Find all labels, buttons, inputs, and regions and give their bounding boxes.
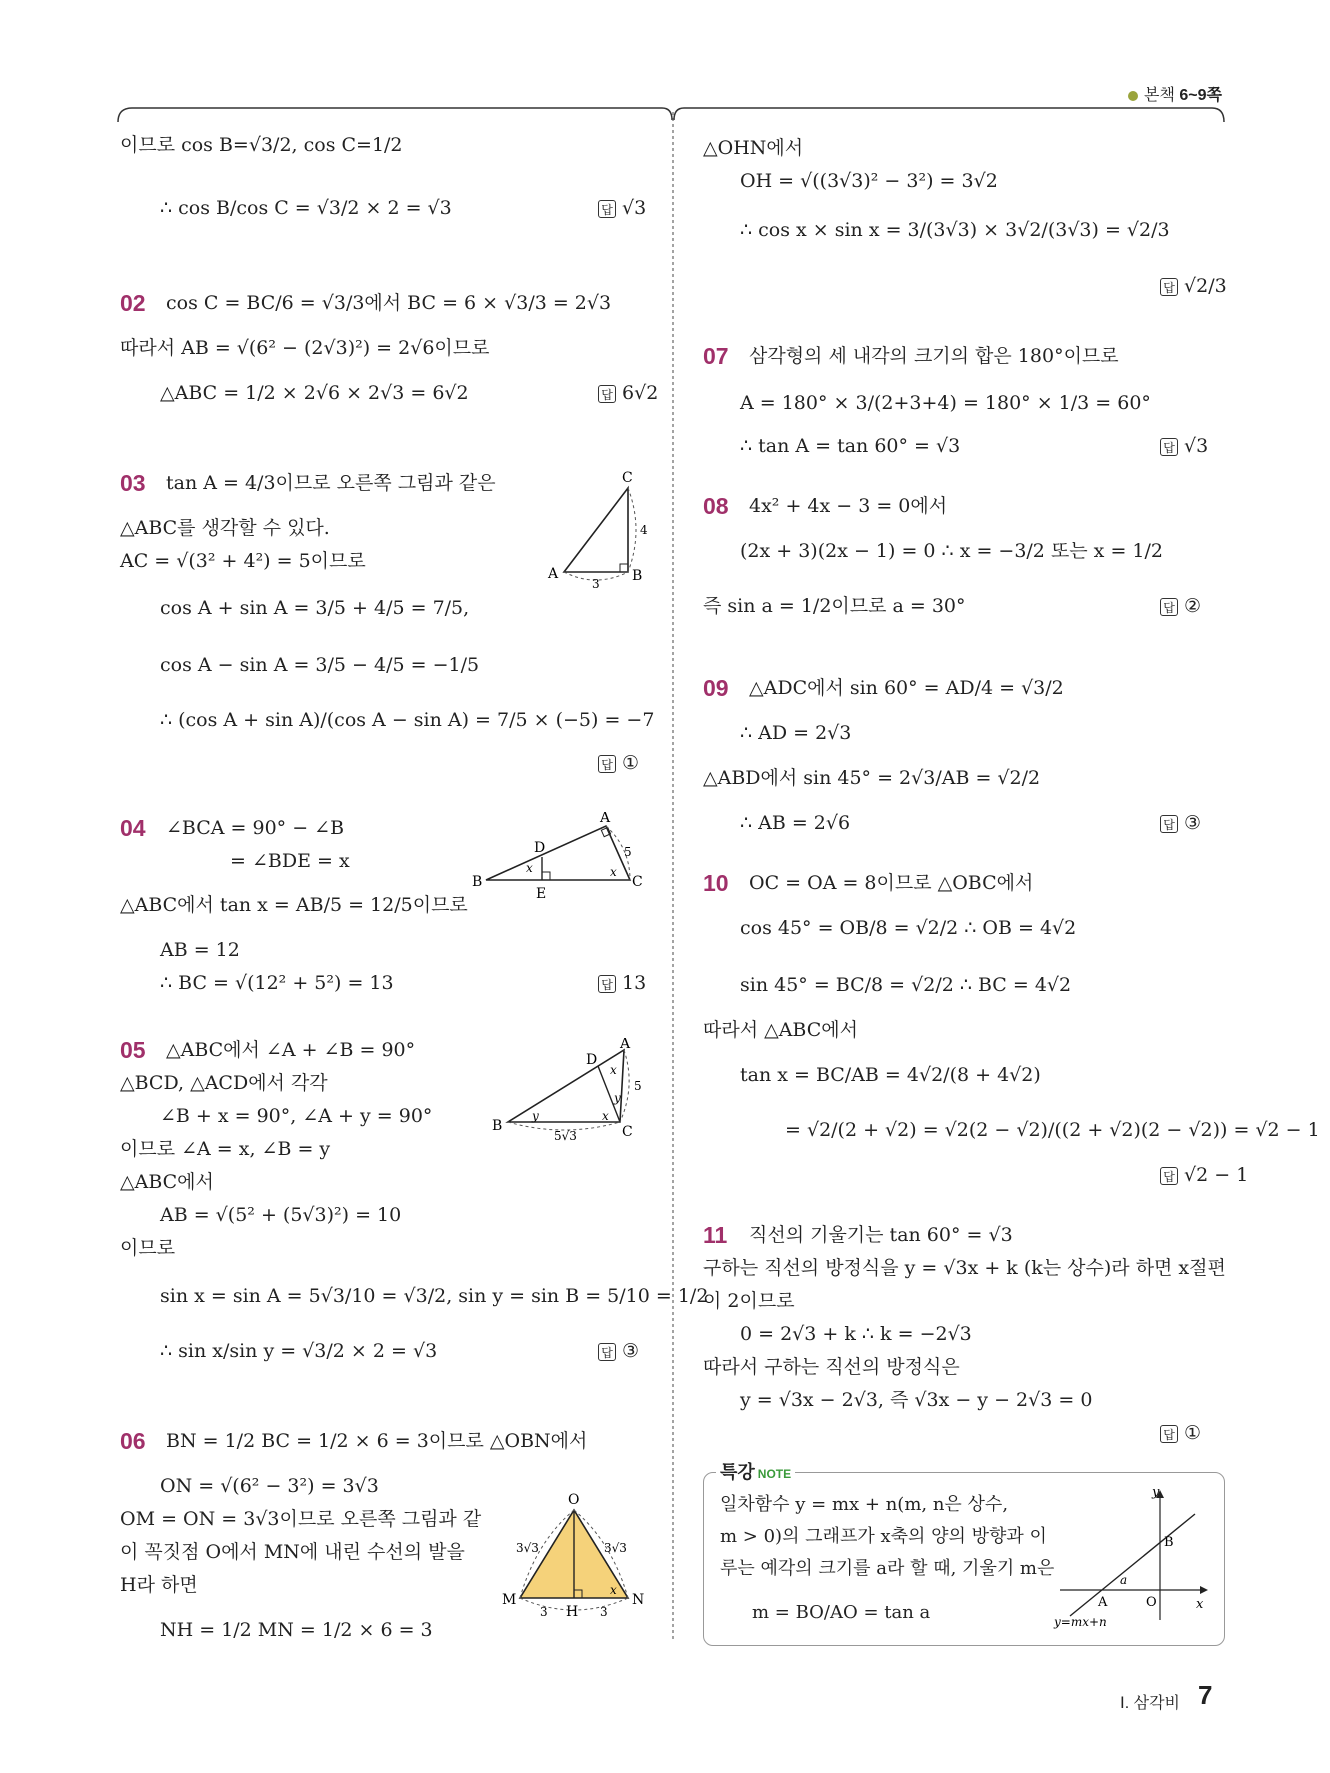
label-c: C bbox=[622, 470, 633, 486]
problem-number: 02 bbox=[120, 290, 146, 316]
seg-2: 3 bbox=[600, 1605, 608, 1619]
solution-line: cos 45° = OB/8 = √2/2 ∴ OB = 4√2 bbox=[740, 917, 1077, 939]
label-c: C bbox=[622, 1124, 633, 1140]
problem-number: 10 bbox=[703, 870, 729, 896]
answer-icon: 답 bbox=[1160, 438, 1178, 456]
solution-line: △OHN에서 bbox=[703, 137, 804, 159]
note-line-1: 일차함수 y = mx + n(m, n은 상수, bbox=[720, 1494, 1009, 1515]
solution-line: ∴ cos B/cos C = √3/2 × 2 = √3 bbox=[160, 197, 452, 219]
solution-line: OH = √((3√3)² − 3²) = 3√2 bbox=[740, 170, 998, 192]
angle-x1: x bbox=[526, 861, 533, 875]
answer-value: √2 − 1 bbox=[1184, 1164, 1249, 1186]
point-b: B bbox=[1164, 1535, 1174, 1550]
solution-line: = ∠BDE = x bbox=[230, 850, 350, 872]
answer-icon: 답 bbox=[598, 975, 616, 993]
note-tag: 특강 NOTE bbox=[716, 1458, 795, 1484]
answer-value: 13 bbox=[622, 972, 647, 994]
answer-icon: 답 bbox=[598, 755, 616, 773]
angle-x: x bbox=[610, 1583, 617, 1597]
figure-triangle-05 bbox=[490, 1038, 650, 1148]
solution-line: 직선의 기울기는 tan 60° = √3 bbox=[749, 1224, 1013, 1246]
solution-line: 삼각형의 세 내각의 크기의 합은 180°이므로 bbox=[749, 345, 1119, 367]
problem-number: 05 bbox=[120, 1037, 146, 1063]
label-b: B bbox=[492, 1118, 503, 1134]
solution-line: △ABC에서 ∠A + ∠B = 90° bbox=[166, 1039, 416, 1061]
answer-icon: 답 bbox=[1160, 1167, 1178, 1185]
label-a: A bbox=[620, 1038, 631, 1052]
angle-a: a bbox=[1120, 1573, 1128, 1587]
note-line-2: m > 0)의 그래프가 x축의 양의 방향과 이 bbox=[720, 1526, 1047, 1547]
answer-value: √2/3 bbox=[1184, 275, 1227, 297]
seg-1: 3 bbox=[540, 1605, 548, 1619]
solution-line: OM = ON = 3√3이므로 오른쪽 그림과 같 bbox=[120, 1508, 482, 1530]
answer-icon: 답 bbox=[598, 1343, 616, 1361]
answer-mark bbox=[598, 380, 658, 406]
solution-line: △ABD에서 sin 45° = 2√3/AB = √2/2 bbox=[703, 767, 1041, 789]
solution-line: cos A − sin A = 3/5 − 4/5 = −1/5 bbox=[160, 654, 480, 676]
problem-number: 06 bbox=[120, 1428, 146, 1454]
side-label: 5 bbox=[624, 845, 632, 859]
solution-line: (2x + 3)(2x − 1) = 0 ∴ x = −3/2 또는 x = 1/2 bbox=[740, 540, 1163, 562]
solution-line: ∴ AD = 2√3 bbox=[740, 722, 852, 744]
solution-line: △ABC = 1/2 × 2√6 × 2√3 = 6√2 bbox=[160, 382, 469, 404]
answer-mark bbox=[1160, 273, 1227, 299]
reference-pages: 6~9쪽 bbox=[1179, 87, 1222, 104]
label-n: N bbox=[632, 1592, 645, 1608]
solution-line: AC = √(3² + 4²) = 5이므로 bbox=[120, 550, 366, 572]
solution-line: 이므로 ∠A = x, ∠B = y bbox=[120, 1138, 331, 1160]
solution-line: H라 하면 bbox=[120, 1574, 198, 1596]
solution-line: ∴ tan A = tan 60° = √3 bbox=[740, 435, 961, 457]
solution-line: △BCD, △ACD에서 각각 bbox=[120, 1072, 328, 1094]
problem-number: 03 bbox=[120, 470, 146, 496]
answer-icon: 답 bbox=[1160, 1425, 1178, 1443]
answer-value: ① bbox=[1184, 1422, 1202, 1444]
label-e: E bbox=[536, 886, 547, 902]
angle-x1: x bbox=[610, 1063, 617, 1077]
answer-mark bbox=[598, 970, 646, 996]
solution-line: sin x = sin A = 5√3/10 = √3/2, sin y = sin B = 5/10 = 1/2 bbox=[160, 1285, 709, 1307]
answer-value: 6√2 bbox=[622, 382, 659, 404]
solution-line: BN = 1/2 BC = 1/2 × 6 = 3이므로 △OBN에서 bbox=[166, 1430, 588, 1452]
label-h: H bbox=[566, 1604, 579, 1620]
figure-triangle-04 bbox=[470, 812, 645, 902]
solution-line: ∴ sin x/sin y = √3/2 × 2 = √3 bbox=[160, 1340, 438, 1362]
angle-x2: x bbox=[602, 1109, 609, 1123]
solution-line: = √2/(2 + √2) = √2(2 − √2)/((2 + √2)(2 − √2)) = √2 − 1 bbox=[785, 1119, 1320, 1141]
solution-line: 따라서 AB = √(6² − (2√3)²) = 2√6이므로 bbox=[120, 337, 490, 359]
axis-y: y bbox=[1152, 1485, 1160, 1500]
answer-icon: 답 bbox=[1160, 598, 1178, 616]
answer-value: √3 bbox=[1184, 435, 1209, 457]
point-a: A bbox=[1098, 1595, 1108, 1610]
origin: O bbox=[1146, 1595, 1157, 1610]
problem-number: 09 bbox=[703, 675, 729, 701]
solution-line: AB = 12 bbox=[160, 939, 240, 961]
solution-line: 따라서 △ABC에서 bbox=[703, 1019, 858, 1041]
chapter-label: Ⅰ. 삼각비 bbox=[1120, 1695, 1180, 1712]
answer-mark bbox=[1160, 1162, 1248, 1188]
solution-line: 4x² + 4x − 3 = 0에서 bbox=[749, 495, 948, 517]
line-eq: y=mx+n bbox=[1054, 1615, 1107, 1629]
solution-line: 이므로 cos B=√3/2, cos C=1/2 bbox=[120, 134, 403, 156]
page-number: 7 bbox=[1198, 1680, 1213, 1710]
label-a: A bbox=[548, 566, 559, 582]
side-ac: 5 bbox=[634, 1079, 642, 1093]
solution-line: ∴ BC = √(12² + 5²) = 13 bbox=[160, 972, 394, 994]
solution-line: ∴ (cos A + sin A)/(cos A − sin A) = 7/5 × (−5) = −7 bbox=[160, 709, 655, 731]
answer-mark bbox=[1160, 433, 1208, 459]
answer-value: ③ bbox=[1184, 812, 1202, 834]
side-bc: 5√3 bbox=[554, 1129, 577, 1143]
solution-line: 이 2이므로 bbox=[703, 1290, 795, 1312]
label-a: A bbox=[600, 812, 611, 826]
answer-mark bbox=[1160, 810, 1201, 836]
solution-line: 구하는 직선의 방정식을 y = √3x + k (k는 상수)라 하면 x절편 bbox=[703, 1257, 1226, 1279]
solution-line: tan x = BC/AB = 4√2/(8 + 4√2) bbox=[740, 1064, 1041, 1086]
answer-icon: 답 bbox=[598, 385, 616, 403]
answer-icon: 답 bbox=[1160, 815, 1178, 833]
axis-x: x bbox=[1196, 1597, 1204, 1612]
solution-line: ∠B + x = 90°, ∠A + y = 90° bbox=[160, 1105, 433, 1127]
solution-line: tan A = 4/3이므로 오른쪽 그림과 같은 bbox=[166, 472, 496, 494]
solution-line: OC = OA = 8이므로 △OBC에서 bbox=[749, 872, 1034, 894]
label-b: B bbox=[472, 874, 483, 890]
problem-number: 08 bbox=[703, 493, 729, 519]
solution-line: AB = √(5² + (5√3)²) = 10 bbox=[160, 1204, 402, 1226]
answer-icon: 답 bbox=[598, 200, 616, 218]
solution-line: A = 180° × 3/(2+3+4) = 180° × 1/3 = 60° bbox=[740, 392, 1151, 414]
problem-number: 11 bbox=[703, 1222, 728, 1248]
answer-value: ② bbox=[1184, 595, 1202, 617]
solution-line: ∴ cos x × sin x = 3/(3√3) × 3√2/(3√3) = √2/3 bbox=[740, 219, 1170, 241]
side-right: 3√3 bbox=[604, 1541, 627, 1555]
solution-line: ∴ AB = 2√6 bbox=[740, 812, 851, 834]
answer-mark bbox=[598, 195, 646, 221]
solution-line: cos C = BC/6 = √3/3에서 BC = 6 × √3/3 = 2√3 bbox=[166, 292, 612, 314]
solution-line: NH = 1/2 MN = 1/2 × 6 = 3 bbox=[160, 1619, 433, 1641]
note-line-3: 루는 예각의 크기를 a라 할 때, 기울기 m은 bbox=[720, 1558, 1055, 1579]
solution-line: 이 꼭짓점 O에서 MN에 내린 수선의 발을 bbox=[120, 1541, 465, 1563]
figure-triangle-06 bbox=[500, 1492, 650, 1622]
problem-number: 04 bbox=[120, 815, 146, 841]
answer-mark bbox=[1160, 593, 1201, 619]
answer-mark bbox=[598, 1338, 639, 1364]
answer-value: ③ bbox=[622, 1340, 640, 1362]
solution-line: 즉 sin a = 1/2이므로 a = 30° bbox=[703, 595, 966, 617]
side-bc: 4 bbox=[640, 523, 648, 537]
solution-line: △ADC에서 sin 60° = AD/4 = √3/2 bbox=[749, 677, 1064, 699]
solution-line: sin 45° = BC/8 = √2/2 ∴ BC = 4√2 bbox=[740, 974, 1072, 996]
note-graph bbox=[1050, 1480, 1215, 1632]
side-ab: 3 bbox=[592, 577, 600, 590]
solution-line: y = √3x − 2√3, 즉 √3x − y − 2√3 = 0 bbox=[740, 1389, 1093, 1411]
solution-line: 따라서 구하는 직선의 방정식은 bbox=[703, 1356, 960, 1378]
solution-line: △ABC에서 tan x = AB/5 = 12/5이므로 bbox=[120, 894, 468, 916]
solution-line: cos A + sin A = 3/5 + 4/5 = 7/5, bbox=[160, 597, 470, 619]
side-left: 3√3 bbox=[516, 1541, 539, 1555]
label-c: C bbox=[632, 874, 643, 890]
page-reference: 본책 6~9쪽 bbox=[1128, 82, 1222, 105]
angle-y2: y bbox=[614, 1091, 621, 1105]
answer-value: √3 bbox=[622, 197, 647, 219]
angle-y1: y bbox=[532, 1109, 539, 1123]
label-m: M bbox=[502, 1592, 517, 1608]
answer-mark bbox=[1160, 1420, 1201, 1446]
label-o: O bbox=[568, 1492, 580, 1508]
answer-icon: 답 bbox=[1160, 278, 1178, 296]
solution-line: 0 = 2√3 + k ∴ k = −2√3 bbox=[740, 1323, 972, 1345]
label-d: D bbox=[534, 840, 546, 856]
answer-mark bbox=[598, 750, 639, 776]
answer-value: ① bbox=[622, 752, 640, 774]
label-d: D bbox=[586, 1052, 598, 1068]
solution-line: ∠BCA = 90° − ∠B bbox=[166, 817, 345, 839]
solution-line: 이므로 bbox=[120, 1237, 176, 1259]
solution-line: △ABC에서 bbox=[120, 1171, 214, 1193]
note-line-4: m = BO/AO = tan a bbox=[752, 1602, 931, 1623]
problem-number: 07 bbox=[703, 343, 729, 369]
label-b: B bbox=[632, 568, 643, 584]
solution-line: ON = √(6² − 3²) = 3√3 bbox=[160, 1475, 379, 1497]
figure-triangle-03 bbox=[540, 470, 650, 590]
solution-line: △ABC를 생각할 수 있다. bbox=[120, 517, 330, 539]
angle-x2: x bbox=[610, 865, 617, 879]
